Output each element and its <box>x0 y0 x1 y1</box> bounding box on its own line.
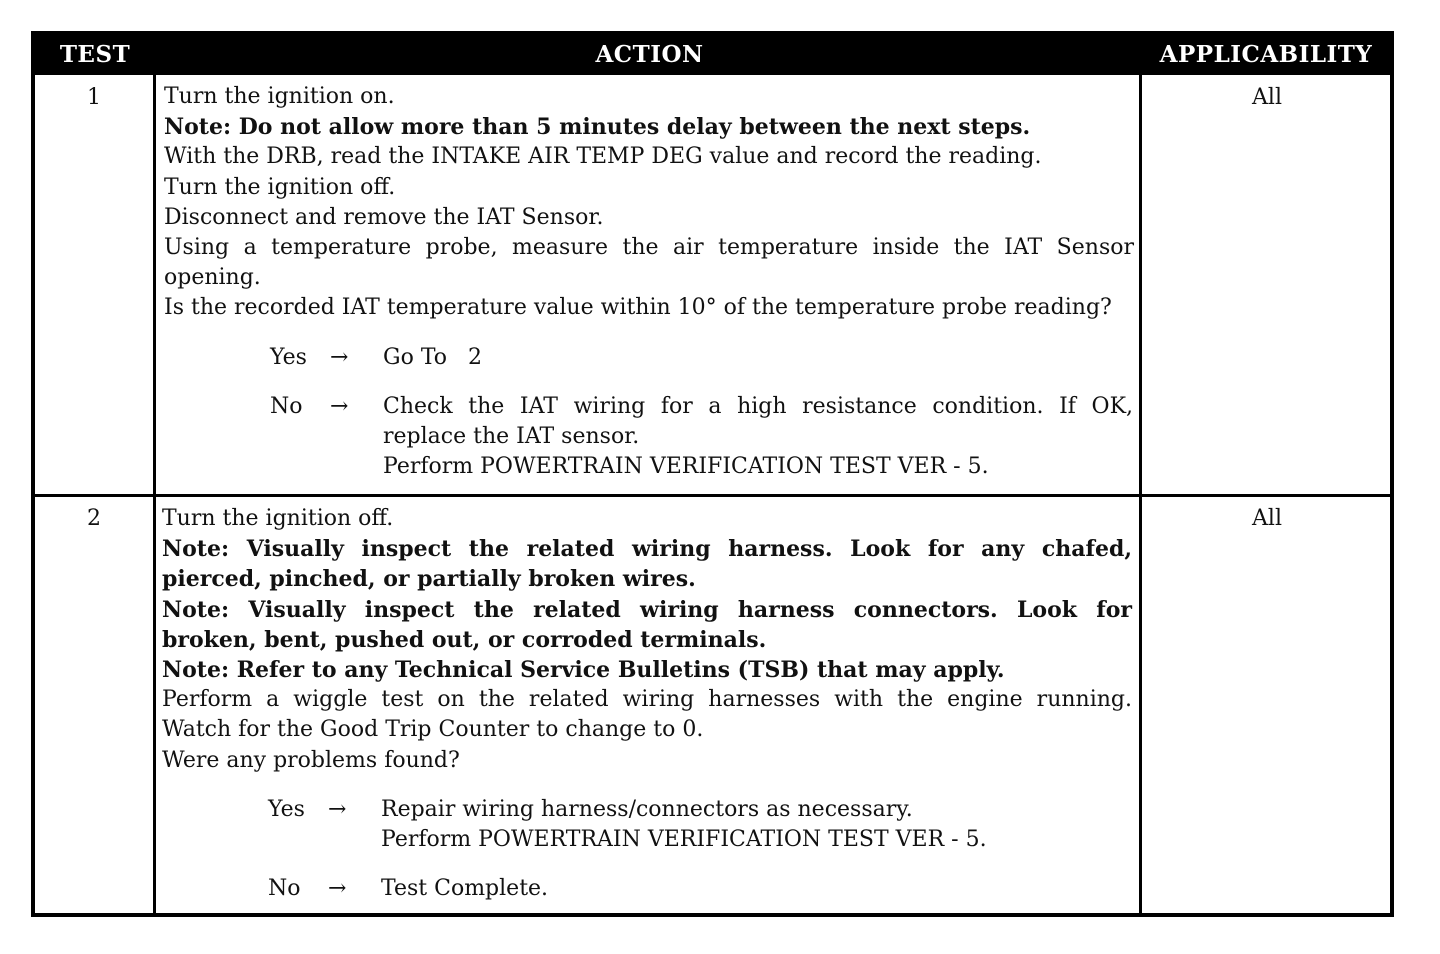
action-steps <box>164 82 1134 324</box>
applicability-value: All <box>1252 85 1282 110</box>
no-branch <box>270 392 1140 482</box>
no-branch <box>268 874 1138 904</box>
yes-result <box>381 795 1131 855</box>
result-line: Perform POWERTRAIN VERIFICATION TEST VER - 5. <box>383 454 989 479</box>
action-line: With the DRB, read the INTAKE AIR TEMP DEG value and record the reading. <box>164 144 1042 170</box>
applicability-value: All <box>1252 506 1282 531</box>
action-note: Note: Visually inspect the related wiring harness connectors. Look for <box>162 596 1132 623</box>
arrow-icon: → <box>330 394 349 419</box>
test-number: 1 <box>87 85 101 110</box>
action-line: Is the recorded IAT temperature value within 10° of the temperature probe reading? <box>164 295 1112 321</box>
yes-label: Yes <box>270 345 307 370</box>
result-line: Perform POWERTRAIN VERIFICATION TEST VER - 5. <box>381 827 987 852</box>
yes-result <box>383 343 1133 373</box>
yes-label: Yes <box>268 797 305 822</box>
action-line: Turn the ignition on. <box>164 84 395 109</box>
action-steps <box>162 504 1132 776</box>
action-line: Perform a wiggle test on the related wiring harnesses with the engine running. <box>162 687 1132 713</box>
result-line: Go To 2 <box>383 345 482 370</box>
action-note: broken, bent, pushed out, or corroded terminals. <box>162 626 767 653</box>
yes-branch <box>268 795 1138 855</box>
action-note: Note: Visually inspect the related wiring harness. Look for any chafed, <box>162 536 1132 563</box>
action-note: pierced, pinched, or partially broken wires. <box>162 566 696 593</box>
result-line: Check the IAT wiring for a high resistance condition. If OK, <box>383 394 1133 419</box>
header-applicability: APPLICABILITY <box>1159 41 1373 68</box>
header-action: ACTION <box>595 41 704 68</box>
result-line: replace the IAT sensor. <box>383 424 640 449</box>
result-line: Repair wiring harness/connectors as necessary. <box>381 797 913 822</box>
yes-branch <box>270 343 1140 373</box>
no-label: No <box>268 876 301 901</box>
test-number: 2 <box>87 506 101 531</box>
no-label: No <box>270 394 303 419</box>
action-line: Turn the ignition off. <box>162 506 394 531</box>
action-line: Watch for the Good Trip Counter to change to 0. <box>162 717 704 743</box>
action-line: Using a temperature probe, measure the air temperature inside the IAT Sensor <box>164 235 1134 261</box>
action-note: Note: Refer to any Technical Service Bulletins (TSB) that may apply. <box>162 657 1005 684</box>
action-line: opening. <box>164 265 261 291</box>
no-result <box>383 392 1133 482</box>
no-result <box>381 874 1131 904</box>
action-line: Disconnect and remove the IAT Sensor. <box>164 204 604 230</box>
arrow-icon: → <box>328 876 347 901</box>
arrow-icon: → <box>330 345 349 370</box>
row-divider <box>35 494 1390 497</box>
diagnostic-test-table <box>31 31 1394 917</box>
action-line: Turn the ignition off. <box>164 174 396 200</box>
action-line: Were any problems found? <box>162 747 460 773</box>
action-note: Note: Do not allow more than 5 minutes delay between the next steps. <box>164 114 1031 141</box>
header-test: TEST <box>59 41 131 68</box>
result-line: Test Complete. <box>381 876 549 901</box>
arrow-icon: → <box>328 797 347 822</box>
table-header <box>35 35 1390 75</box>
